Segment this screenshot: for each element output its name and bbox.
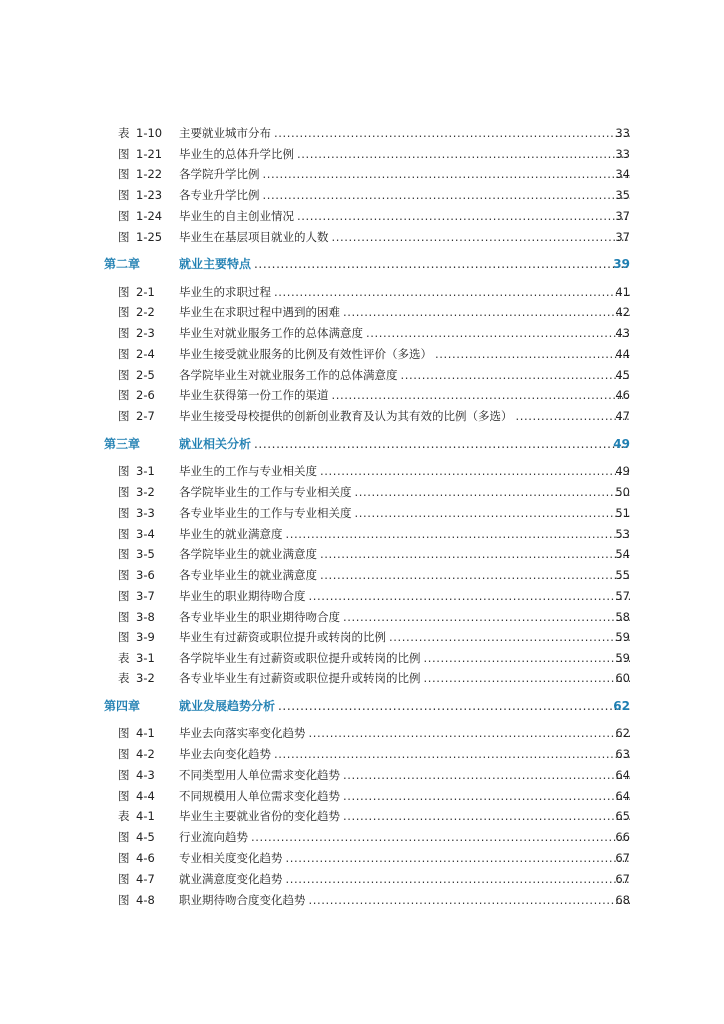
entry-kind: 图 bbox=[118, 188, 130, 202]
entry-title: 职业期待吻合度变化趋势 bbox=[179, 893, 306, 907]
dot-leader bbox=[309, 586, 631, 606]
entry-code: 3-2 bbox=[136, 671, 155, 685]
toc-entry[interactable] bbox=[0, 503, 724, 523]
page-number: 68 bbox=[615, 893, 630, 907]
entry-kind: 图 bbox=[118, 147, 130, 161]
entry-title: 毕业生接受母校提供的创新创业教育及认为其有效的比例（多选） bbox=[179, 409, 513, 423]
entry-title: 就业相关分析 bbox=[179, 437, 252, 451]
page-number: 65 bbox=[615, 809, 630, 823]
entry-number bbox=[118, 806, 155, 826]
toc-entry[interactable] bbox=[0, 744, 724, 764]
toc-entry[interactable] bbox=[0, 806, 724, 826]
dot-leader bbox=[278, 696, 630, 716]
dot-leader bbox=[263, 185, 631, 205]
entry-title: 毕业生主要就业省份的变化趋势 bbox=[179, 809, 340, 823]
dot-leader bbox=[320, 461, 630, 481]
entry-title: 各学院毕业生有过薪资或职位提升或转岗的比例 bbox=[179, 651, 421, 665]
dot-leader bbox=[332, 227, 631, 247]
entry-title: 毕业去向变化趋势 bbox=[179, 747, 271, 761]
toc-entry[interactable] bbox=[0, 406, 724, 426]
entry-code: 4-8 bbox=[136, 893, 155, 907]
entry-code: 1-24 bbox=[136, 209, 163, 223]
entry-title: 毕业生的职业期待吻合度 bbox=[179, 589, 306, 603]
dot-leader bbox=[297, 144, 630, 164]
entry-number bbox=[118, 482, 155, 502]
page-number: 67 bbox=[615, 872, 630, 886]
page-number: 33 bbox=[615, 126, 630, 140]
dot-leader bbox=[343, 806, 630, 826]
dot-leader bbox=[263, 164, 631, 184]
dot-leader bbox=[297, 206, 630, 226]
toc-entry[interactable] bbox=[0, 385, 724, 405]
entry-number bbox=[118, 503, 155, 523]
entry-number bbox=[118, 282, 155, 302]
dot-leader bbox=[286, 869, 631, 889]
page-number: 57 bbox=[615, 589, 630, 603]
entry-kind: 图 bbox=[118, 485, 130, 499]
entry-title: 不同类型用人单位需求变化趋势 bbox=[179, 768, 340, 782]
entry-number bbox=[118, 869, 155, 889]
toc-entry[interactable] bbox=[0, 482, 724, 502]
entry-kind: 图 bbox=[118, 768, 130, 782]
entry-number bbox=[118, 344, 155, 364]
page-number: 47 bbox=[615, 409, 630, 423]
entry-kind: 图 bbox=[118, 747, 130, 761]
entry-title: 就业满意度变化趋势 bbox=[179, 872, 283, 886]
entry-number bbox=[118, 385, 155, 405]
entry-title: 各学院毕业生的工作与专业相关度 bbox=[179, 485, 352, 499]
page-number: 37 bbox=[615, 209, 630, 223]
entry-number bbox=[118, 365, 155, 385]
page-number: 39 bbox=[613, 257, 630, 271]
dot-leader bbox=[355, 482, 631, 502]
entry-kind: 图 bbox=[118, 589, 130, 603]
entry-code: 1-23 bbox=[136, 188, 163, 202]
entry-number bbox=[118, 206, 162, 226]
entry-title: 毕业生的求职过程 bbox=[179, 285, 271, 299]
entry-number bbox=[118, 827, 155, 847]
dot-leader bbox=[274, 282, 630, 302]
entry-code: 1-22 bbox=[136, 167, 163, 181]
dot-leader bbox=[274, 744, 630, 764]
toc-chapter-entry[interactable] bbox=[0, 696, 724, 716]
dot-leader bbox=[366, 323, 630, 343]
entry-code: 3-7 bbox=[136, 589, 155, 603]
entry-title: 就业发展趋势分析 bbox=[179, 699, 276, 713]
dot-leader bbox=[343, 765, 630, 785]
entry-kind: 图 bbox=[118, 326, 130, 340]
page-number: 59 bbox=[615, 630, 630, 644]
entry-number bbox=[118, 586, 155, 606]
entry-title: 就业主要特点 bbox=[179, 257, 252, 271]
entry-title: 主要就业城市分布 bbox=[179, 126, 271, 140]
entry-code: 3-9 bbox=[136, 630, 155, 644]
toc-entry[interactable] bbox=[0, 365, 724, 385]
entry-kind: 图 bbox=[118, 893, 130, 907]
entry-kind: 图 bbox=[118, 830, 130, 844]
entry-kind: 图 bbox=[118, 610, 130, 624]
entry-number bbox=[118, 786, 155, 806]
entry-number bbox=[118, 144, 162, 164]
dot-leader bbox=[343, 302, 630, 322]
toc-entry[interactable] bbox=[0, 323, 724, 343]
entry-number bbox=[118, 890, 155, 910]
toc-entry[interactable] bbox=[0, 565, 724, 585]
entry-number bbox=[118, 164, 162, 184]
entry-number bbox=[118, 461, 155, 481]
entry-code: 4-6 bbox=[136, 851, 155, 865]
entry-kind: 图 bbox=[118, 305, 130, 319]
page-number: 66 bbox=[615, 830, 630, 844]
page-number: 35 bbox=[615, 188, 630, 202]
entry-kind: 图 bbox=[118, 527, 130, 541]
page-number: 58 bbox=[615, 610, 630, 624]
entry-code: 3-6 bbox=[136, 568, 155, 582]
entry-code: 3-1 bbox=[136, 464, 155, 478]
dot-leader bbox=[343, 786, 630, 806]
entry-title: 各专业升学比例 bbox=[179, 188, 260, 202]
entry-number bbox=[118, 765, 155, 785]
entry-code: 1-25 bbox=[136, 230, 163, 244]
entry-title: 各学院升学比例 bbox=[179, 167, 260, 181]
toc-entry[interactable] bbox=[0, 185, 724, 205]
toc-entry[interactable] bbox=[0, 848, 724, 868]
toc-entry[interactable] bbox=[0, 890, 724, 910]
toc-entry[interactable] bbox=[0, 869, 724, 889]
entry-kind: 表 bbox=[118, 651, 130, 665]
page-number: 44 bbox=[615, 347, 630, 361]
entry-title: 各专业毕业生的就业满意度 bbox=[179, 568, 317, 582]
entry-kind: 表 bbox=[118, 671, 130, 685]
entry-kind: 图 bbox=[118, 726, 130, 740]
entry-code: 1-21 bbox=[136, 147, 163, 161]
entry-code: 2-3 bbox=[136, 326, 155, 340]
entry-title: 毕业生在基层项目就业的人数 bbox=[179, 230, 329, 244]
dot-leader bbox=[254, 434, 630, 454]
page-number: 60 bbox=[615, 671, 630, 685]
entry-number bbox=[118, 302, 155, 322]
entry-title: 毕业生获得第一份工作的渠道 bbox=[179, 388, 329, 402]
entry-number bbox=[118, 607, 155, 627]
entry-kind: 图 bbox=[118, 347, 130, 361]
page-number: 42 bbox=[615, 305, 630, 319]
entry-title: 毕业去向落实率变化趋势 bbox=[179, 726, 306, 740]
entry-kind: 图 bbox=[118, 388, 130, 402]
entry-number: 第四章 bbox=[104, 699, 141, 713]
toc-entry[interactable] bbox=[0, 723, 724, 743]
entry-code: 3-8 bbox=[136, 610, 155, 624]
page-number: 37 bbox=[615, 230, 630, 244]
entry-title: 不同规模用人单位需求变化趋势 bbox=[179, 789, 340, 803]
toc-entry[interactable] bbox=[0, 144, 724, 164]
dot-leader bbox=[332, 385, 631, 405]
page-number: 43 bbox=[615, 326, 630, 340]
toc-entry[interactable] bbox=[0, 524, 724, 544]
page-number: 50 bbox=[615, 485, 630, 499]
entry-code: 3-5 bbox=[136, 547, 155, 561]
entry-kind: 图 bbox=[118, 789, 130, 803]
entry-kind: 图 bbox=[118, 167, 130, 181]
dot-leader bbox=[309, 723, 631, 743]
toc-entry[interactable] bbox=[0, 627, 724, 647]
page-number: 41 bbox=[615, 285, 630, 299]
entry-kind: 图 bbox=[118, 630, 130, 644]
entry-kind: 图 bbox=[118, 568, 130, 582]
dot-leader bbox=[309, 890, 631, 910]
entry-code: 3-1 bbox=[136, 651, 155, 665]
entry-number bbox=[118, 227, 162, 247]
entry-code: 4-7 bbox=[136, 872, 155, 886]
toc-entry[interactable] bbox=[0, 461, 724, 481]
entry-number bbox=[118, 723, 155, 743]
toc-entry[interactable] bbox=[0, 206, 724, 226]
entry-number bbox=[118, 524, 155, 544]
entry-kind: 图 bbox=[118, 368, 130, 382]
entry-code: 3-3 bbox=[136, 506, 155, 520]
entry-number bbox=[118, 744, 155, 764]
entry-code: 3-4 bbox=[136, 527, 155, 541]
entry-code: 4-4 bbox=[136, 789, 155, 803]
toc-entry[interactable] bbox=[0, 344, 724, 364]
page-number: 49 bbox=[615, 464, 630, 478]
entry-number bbox=[118, 185, 162, 205]
dot-leader bbox=[254, 254, 630, 274]
entry-number bbox=[118, 323, 155, 343]
dot-leader bbox=[251, 827, 630, 847]
toc-entry[interactable] bbox=[0, 607, 724, 627]
toc-entry[interactable] bbox=[0, 827, 724, 847]
entry-kind: 图 bbox=[118, 547, 130, 561]
page-number: 33 bbox=[615, 147, 630, 161]
entry-code: 3-2 bbox=[136, 485, 155, 499]
entry-kind: 图 bbox=[118, 506, 130, 520]
entry-kind: 图 bbox=[118, 409, 130, 423]
dot-leader bbox=[274, 123, 630, 143]
toc-entry[interactable] bbox=[0, 765, 724, 785]
dot-leader bbox=[286, 848, 631, 868]
entry-kind: 图 bbox=[118, 851, 130, 865]
entry-title: 各专业毕业生的工作与专业相关度 bbox=[179, 506, 352, 520]
entry-title: 行业流向趋势 bbox=[179, 830, 248, 844]
entry-number bbox=[118, 565, 155, 585]
page-number: 62 bbox=[615, 726, 630, 740]
entry-number bbox=[118, 123, 162, 143]
toc-chapter-entry[interactable] bbox=[0, 434, 724, 454]
entry-number bbox=[118, 848, 155, 868]
entry-number bbox=[118, 648, 155, 668]
toc-chapter-entry[interactable] bbox=[0, 254, 724, 274]
entry-title: 专业相关度变化趋势 bbox=[179, 851, 283, 865]
toc-entry[interactable] bbox=[0, 668, 724, 688]
entry-kind: 图 bbox=[118, 209, 130, 223]
entry-title: 毕业生的自主创业情况 bbox=[179, 209, 294, 223]
page-number: 55 bbox=[615, 568, 630, 582]
dot-leader bbox=[286, 524, 631, 544]
entry-code: 2-2 bbox=[136, 305, 155, 319]
toc-entry[interactable] bbox=[0, 123, 724, 143]
entry-code: 1-10 bbox=[136, 126, 163, 140]
page-number: 62 bbox=[613, 699, 630, 713]
entry-kind: 表 bbox=[118, 126, 130, 140]
entry-number bbox=[118, 406, 155, 426]
toc-entry[interactable] bbox=[0, 227, 724, 247]
toc-entry[interactable] bbox=[0, 544, 724, 564]
page-number: 64 bbox=[615, 768, 630, 782]
entry-kind: 表 bbox=[118, 809, 130, 823]
dot-leader bbox=[343, 607, 630, 627]
page-number: 53 bbox=[615, 527, 630, 541]
entry-code: 4-5 bbox=[136, 830, 155, 844]
dot-leader bbox=[401, 365, 631, 385]
page-number: 54 bbox=[615, 547, 630, 561]
entry-code: 4-2 bbox=[136, 747, 155, 761]
entry-title: 毕业生对就业服务工作的总体满意度 bbox=[179, 326, 363, 340]
page-number: 45 bbox=[615, 368, 630, 382]
entry-title: 毕业生接受就业服务的比例及有效性评价（多选） bbox=[179, 347, 432, 361]
entry-code: 4-1 bbox=[136, 809, 155, 823]
entry-code: 2-7 bbox=[136, 409, 155, 423]
entry-kind: 图 bbox=[118, 464, 130, 478]
toc-entry[interactable] bbox=[0, 302, 724, 322]
entry-code: 2-6 bbox=[136, 388, 155, 402]
toc-entry[interactable] bbox=[0, 648, 724, 668]
entry-title: 毕业生的就业满意度 bbox=[179, 527, 283, 541]
dot-leader bbox=[389, 627, 630, 647]
entry-number bbox=[118, 668, 155, 688]
entry-kind: 图 bbox=[118, 285, 130, 299]
entry-code: 2-1 bbox=[136, 285, 155, 299]
entry-title: 毕业生有过薪资或职位提升或转岗的比例 bbox=[179, 630, 386, 644]
dot-leader bbox=[320, 565, 630, 585]
toc-entry[interactable] bbox=[0, 282, 724, 302]
page-number: 49 bbox=[613, 437, 630, 451]
entry-number bbox=[118, 544, 155, 564]
entry-title: 毕业生的工作与专业相关度 bbox=[179, 464, 317, 478]
entry-title: 各学院毕业生对就业服务工作的总体满意度 bbox=[179, 368, 398, 382]
entry-title: 各学院毕业生的就业满意度 bbox=[179, 547, 317, 561]
dot-leader bbox=[355, 503, 631, 523]
toc-entry[interactable] bbox=[0, 586, 724, 606]
entry-title: 毕业生的总体升学比例 bbox=[179, 147, 294, 161]
entry-code: 2-4 bbox=[136, 347, 155, 361]
dot-leader bbox=[320, 544, 630, 564]
entry-number bbox=[118, 627, 155, 647]
entry-number: 第三章 bbox=[104, 437, 141, 451]
entry-title: 毕业生在求职过程中遇到的困难 bbox=[179, 305, 340, 319]
page-number: 64 bbox=[615, 789, 630, 803]
entry-code: 4-1 bbox=[136, 726, 155, 740]
page-number: 63 bbox=[615, 747, 630, 761]
toc-entry[interactable] bbox=[0, 786, 724, 806]
entry-title: 各专业毕业生的职业期待吻合度 bbox=[179, 610, 340, 624]
page-number: 34 bbox=[615, 167, 630, 181]
entry-kind: 图 bbox=[118, 872, 130, 886]
page-number: 51 bbox=[615, 506, 630, 520]
page-number: 59 bbox=[615, 651, 630, 665]
entry-code: 2-5 bbox=[136, 368, 155, 382]
toc-entry[interactable] bbox=[0, 164, 724, 184]
page-number: 46 bbox=[615, 388, 630, 402]
entry-title: 各专业毕业生有过薪资或职位提升或转岗的比例 bbox=[179, 671, 421, 685]
entry-code: 4-3 bbox=[136, 768, 155, 782]
entry-number: 第二章 bbox=[104, 257, 141, 271]
entry-kind: 图 bbox=[118, 230, 130, 244]
page-number: 67 bbox=[615, 851, 630, 865]
